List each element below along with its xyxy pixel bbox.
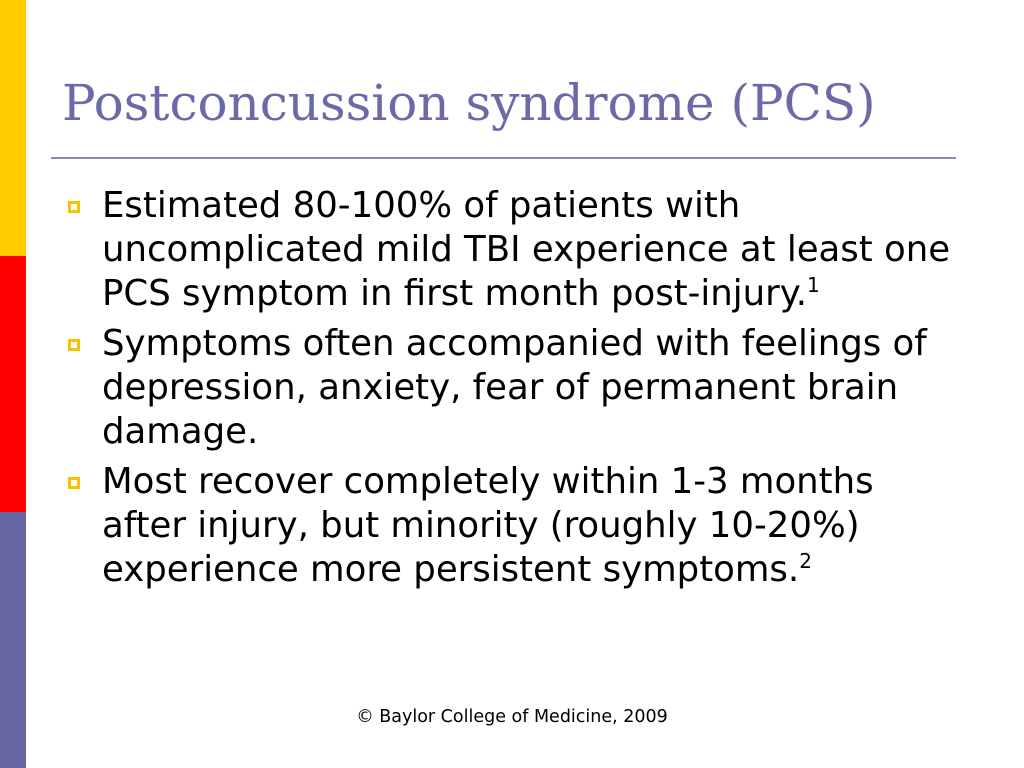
- bullet-text: Symptoms often accompanied with feelings of depression, anxiety, fear of permanent brain damage.: [102, 323, 927, 452]
- bullet-text: Most recover completely within 1-3 months after injury, but minority (roughly 10-20%) experience more persistent symptoms.: [102, 461, 874, 590]
- bullet-item: [62, 184, 962, 316]
- bullet-item: [62, 460, 962, 592]
- slide-title: Postconcussion syndrome (PCS): [62, 74, 876, 132]
- left-stripe-yellow: [0, 0, 26, 256]
- footnote-ref: 1: [806, 273, 820, 298]
- title-divider: [51, 157, 956, 159]
- bullet-text: Estimated 80-100% of patients with uncomplicated mild TBI experience at least one PCS symptom in first month post-injury.: [102, 185, 951, 314]
- square-bullet-icon: [68, 477, 80, 489]
- left-stripe-red: [0, 256, 26, 512]
- left-stripe-blue: [0, 512, 26, 768]
- copyright-footer: © Baylor College of Medicine, 2009: [356, 707, 668, 727]
- bullet-list: [62, 184, 962, 598]
- footnote-ref: 2: [799, 549, 812, 574]
- square-bullet-icon: [68, 339, 80, 351]
- square-bullet-icon: [68, 201, 80, 213]
- bullet-item: [62, 322, 962, 454]
